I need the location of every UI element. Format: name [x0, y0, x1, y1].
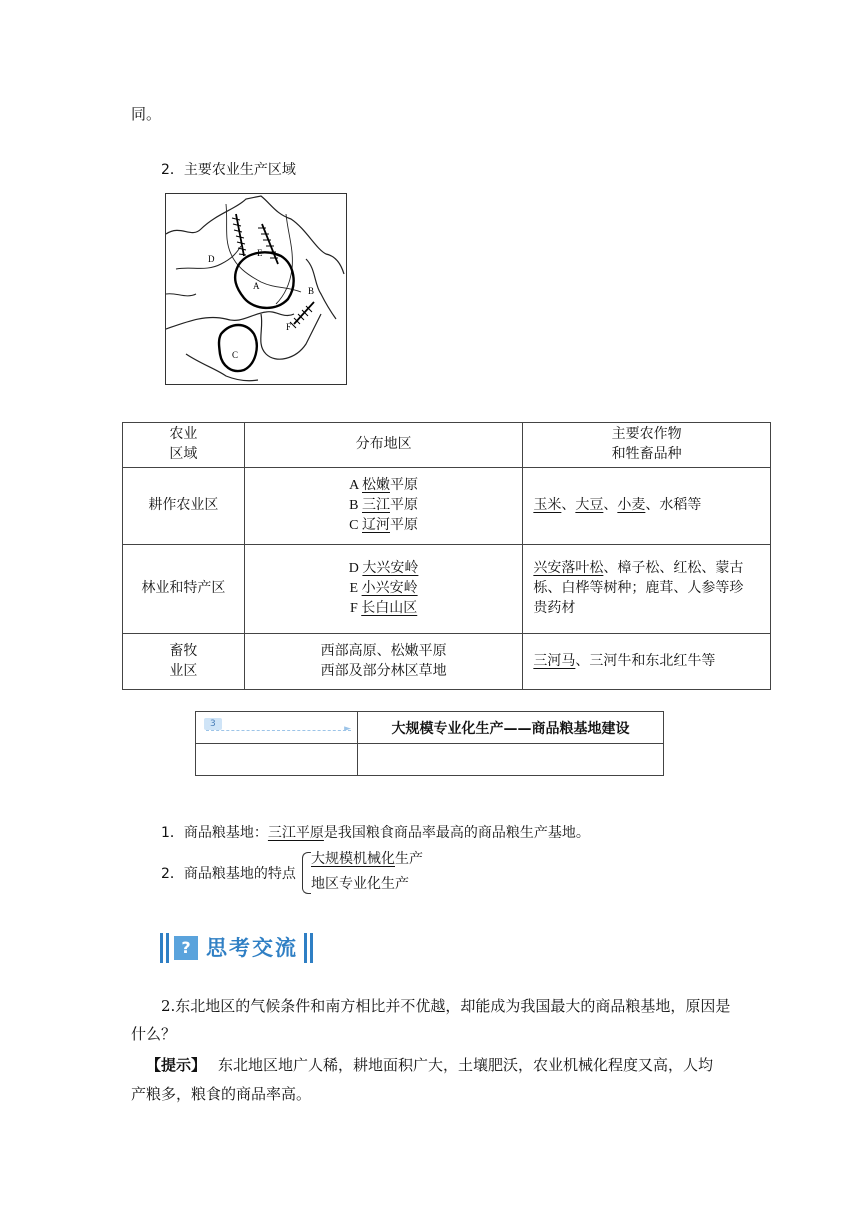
point-1: 1．商品粮基地：三江平原是我国粮食商品率最高的商品粮生产基地。: [161, 825, 590, 841]
map-label-e: E: [257, 248, 263, 258]
question-icon: ?: [174, 936, 198, 960]
dashed-arrow: [206, 730, 351, 731]
map-label-c: C: [232, 350, 239, 360]
header-crops: 主要农作物 和牲畜品种: [523, 423, 771, 468]
region-cell: 林业和特产区: [123, 545, 245, 634]
point-2-item-2: 地区专业化生产: [311, 877, 409, 892]
hint-line-2: 产粮多，粮食的商品率高。: [131, 1085, 312, 1103]
header-region: 农业 区域: [123, 423, 245, 468]
map-label-a: A: [253, 281, 260, 291]
table-row: [123, 468, 771, 545]
table-row: [123, 634, 771, 690]
areas-cell: 西部高原、松嫩平原 西部及部分林区草地: [244, 634, 523, 690]
topic-empty-cell: [358, 744, 664, 776]
point-2-label: 2．商品粮基地的特点: [161, 866, 296, 882]
left-bar-2: [166, 933, 169, 963]
arrow-head-icon: ►: [344, 724, 351, 734]
right-bar-1: [304, 933, 307, 963]
crops-cell: 三河马、三河牛和东北红牛等: [523, 634, 771, 690]
topic-badge-cell: [196, 712, 358, 744]
question-line-1: 2.东北地区的气候条件和南方相比并不优越，却能成为我国最大的商品粮基地，原因是: [161, 997, 731, 1015]
table-row: [123, 545, 771, 634]
region-cell: 畜牧 业区: [123, 634, 245, 690]
agriculture-table: [122, 422, 771, 690]
areas-cell: A 松嫩平原 B 三江平原 C 辽河平原: [244, 468, 523, 545]
topic-box: [195, 711, 664, 776]
hint-label: 【提示】: [146, 1056, 207, 1074]
think-title: 思考交流: [206, 935, 298, 960]
section-heading: 2．主要农业生产区域: [161, 162, 296, 178]
intro-fragment: 同。: [131, 105, 162, 123]
table-header-row: [123, 423, 771, 468]
point-2-item-1: 大规模机械化生产: [311, 852, 423, 867]
topic-badge: 3: [204, 718, 222, 730]
map-label-f: F: [286, 322, 292, 332]
map-drawing: [166, 194, 346, 384]
crops-cell: 玉米、大豆、小麦、水稻等: [523, 468, 771, 545]
topic-empty-cell: [196, 744, 358, 776]
areas-cell: D 大兴安岭 E 小兴安岭 F 长白山区: [244, 545, 523, 634]
northeast-map: [165, 193, 347, 385]
topic-title: 大规模专业化生产——商品粮基地建设: [358, 712, 664, 744]
left-bar-1: [160, 933, 163, 963]
right-bar-2: [310, 933, 313, 963]
region-cell: 耕作农业区: [123, 468, 245, 545]
question-line-2: 什么？: [131, 1025, 177, 1043]
brace: [302, 852, 311, 894]
map-label-b: B: [308, 286, 315, 296]
map-label-d: D: [208, 254, 215, 264]
header-distribution: 分布地区: [244, 423, 523, 468]
hint-line-1: 【提示】 东北地区地广人稀，耕地面积广大，土壤肥沃，农业机械化程度又高，人均: [146, 1056, 714, 1074]
crops-cell: 兴安落叶松、樟子松、红松、蒙古 栎、白桦等树种；鹿茸、人参等珍 贵药材: [523, 545, 771, 634]
